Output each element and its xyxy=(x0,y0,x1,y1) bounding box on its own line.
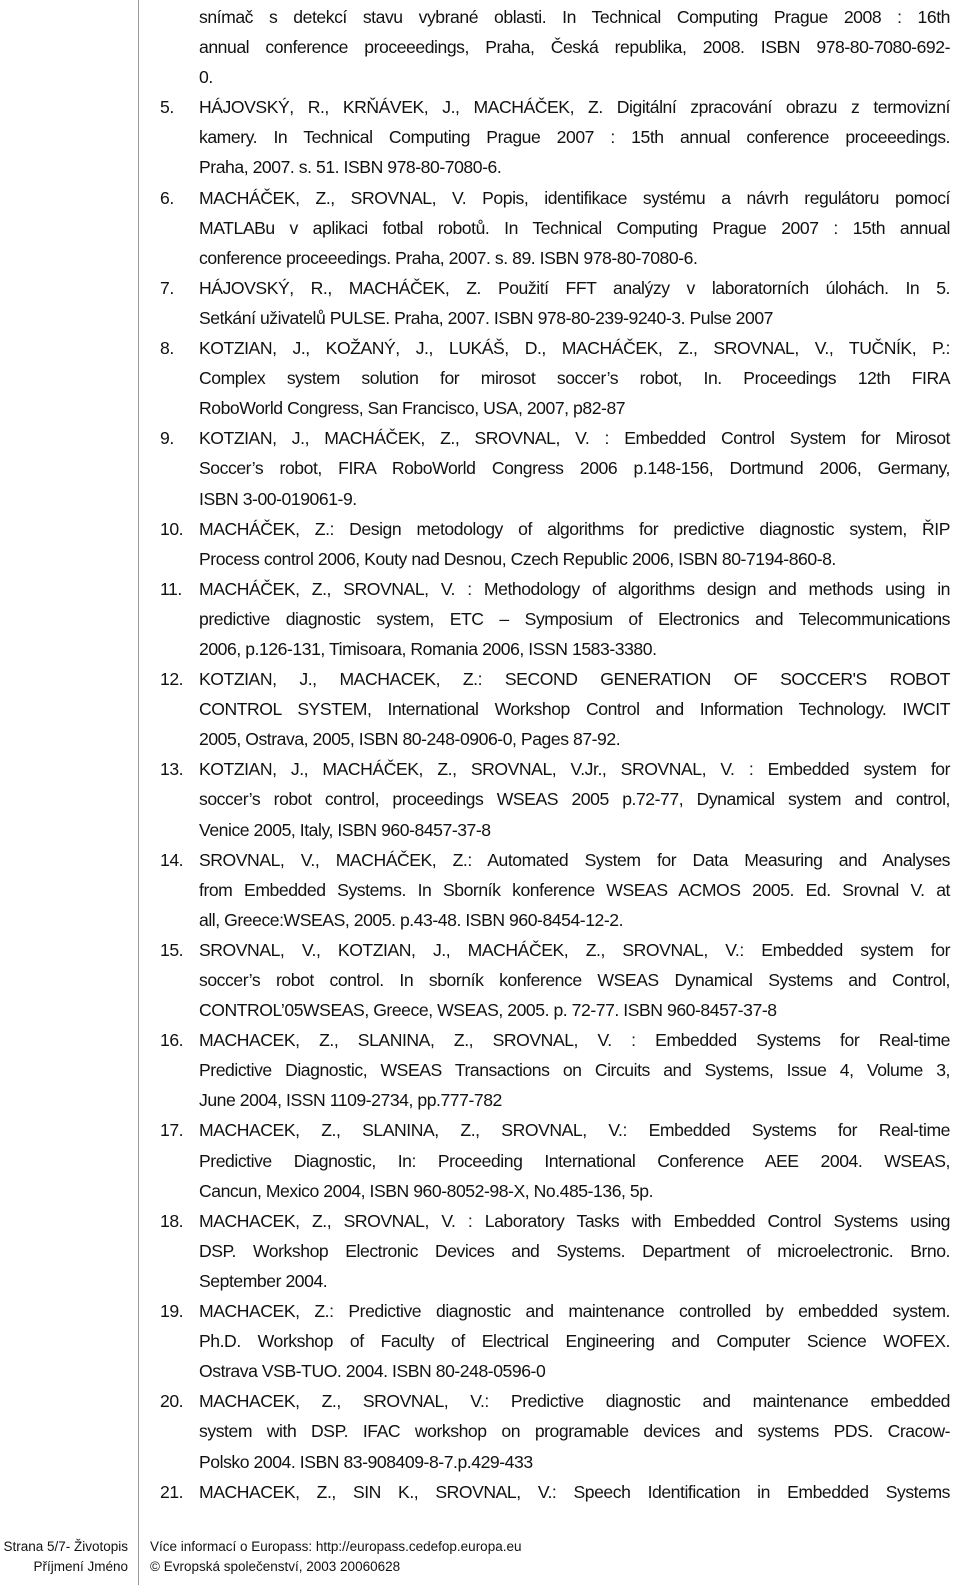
reference-line xyxy=(160,544,950,574)
reference-entry-start xyxy=(160,1296,950,1326)
reference-line xyxy=(160,1236,950,1266)
reference-text: snímač s detekcí stavu vybrané oblasti. In Technical Computing Prague 2008 : 16th xyxy=(199,7,950,27)
reference-text: CONTROL SYSTEM, International Workshop Control and Information Technology. IWCIT xyxy=(199,699,950,720)
footer-name-label: Příjmení Jméno xyxy=(33,1559,128,1574)
reference-number: 17. xyxy=(160,1120,184,1141)
reference-text: MACHACEK, Z., SROVNAL, V. : Laboratory Tasks with Embedded Control Systems using xyxy=(199,1210,950,1231)
reference-line xyxy=(160,724,950,754)
reference-text: RoboWorld Congress, San Francisco, USA, 2007, p82-87 xyxy=(199,398,626,419)
reference-line xyxy=(160,604,950,634)
reference-line xyxy=(160,484,950,514)
reference-text: SROVNAL, V., MACHÁČEK, Z.: Automated System for Data Measuring and Analyses xyxy=(199,849,950,870)
footer-info-line: Více informací o Europass: http://europass.cedefop.europa.eu xyxy=(150,1539,522,1554)
reference-text: ISBN 3-00-019061-9. xyxy=(199,488,357,509)
reference-text: predictive diagnostic system, ETC – Symposium of Electronics and Telecommunications xyxy=(199,608,950,629)
reference-number: 13. xyxy=(160,759,184,780)
reference-text: 0. xyxy=(199,67,213,88)
reference-text: KOTZIAN, J., MACHACEK, Z.: SECOND GENERATION OF SOCCER'S ROBOT xyxy=(199,669,950,690)
reference-text: Complex system solution for mirosot soccer’s robot, In. Proceedings 12th FIRA xyxy=(199,368,950,389)
reference-text: HÁJOVSKÝ, R., MACHÁČEK, Z. Použití FFT analýzy v laboratorních úlohách. In 5. xyxy=(199,277,950,298)
reference-line xyxy=(160,995,950,1025)
reference-entry-start xyxy=(160,845,950,875)
reference-text: June 2004, ISSN 1109-2734, pp.777-782 xyxy=(199,1090,502,1111)
reference-text: MACHACEK, Z., SROVNAL, V.: Predictive diagnostic and maintenance embedded xyxy=(199,1391,950,1412)
reference-entry-start xyxy=(160,183,950,213)
reference-text: Soccer’s robot, FIRA RoboWorld Congress 2006 p.148-156, Dortmund 2006, Germany, xyxy=(199,458,950,479)
reference-line xyxy=(160,1266,950,1296)
reference-text: 2005, Ostrava, 2005, ISBN 80-248-0906-0, Pages 87-92. xyxy=(199,729,621,750)
reference-text: Setkání uživatelů PULSE. Praha, 2007. ISBN 978-80-239-9240-3. Pulse 2007 xyxy=(199,307,773,328)
reference-number: 7. xyxy=(160,277,174,298)
reference-line xyxy=(160,32,950,62)
reference-number: 10. xyxy=(160,518,184,539)
reference-entry-start xyxy=(160,514,950,544)
reference-number: 21. xyxy=(160,1481,184,1502)
reference-text: Venice 2005, Italy, ISBN 960-8457-37-8 xyxy=(199,819,491,840)
reference-text: MACHACEK, Z., SLANINA, Z., SROVNAL, V.: Embedded Systems for Real-time xyxy=(199,1120,950,1141)
reference-text: Process control 2006, Kouty nad Desnou, Czech Republic 2006, ISBN 80-7194-860-8. xyxy=(199,548,836,569)
reference-line xyxy=(160,1356,950,1386)
reference-text: Ostrava VSB-TUO. 2004. ISBN 80-248-0596-0 xyxy=(199,1361,546,1382)
reference-text: Predictive Diagnostic, In: Proceeding International Conference AEE 2004. WSEAS, xyxy=(199,1150,950,1171)
reference-line xyxy=(160,1146,950,1176)
reference-text: DSP. Workshop Electronic Devices and Systems. Department of microelectronic. Brno. xyxy=(199,1240,950,1261)
reference-entry-start xyxy=(160,333,950,363)
reference-entry-start xyxy=(160,754,950,784)
reference-entry-start xyxy=(160,664,950,694)
reference-line xyxy=(160,122,950,152)
reference-text: Ph.D. Workshop of Faculty of Electrical Engineering and Computer Science WOFEX. xyxy=(199,1331,950,1352)
reference-text: all, Greece:WSEAS, 2005. p.43-48. ISBN 960-8454-12-2. xyxy=(199,909,624,930)
bibliography-list xyxy=(160,2,950,1507)
reference-line xyxy=(160,815,950,845)
reference-number: 16. xyxy=(160,1030,184,1051)
reference-text: KOTZIAN, J., MACHÁČEK, Z., SROVNAL, V. : Embedded Control System for Mirosot xyxy=(199,428,950,449)
reference-line xyxy=(160,62,950,92)
reference-text: Cancun, Mexico 2004, ISBN 960-8052-98-X, No.485-136, 5p. xyxy=(199,1180,654,1201)
reference-text: from Embedded Systems. In Sborník konference WSEAS ACMOS 2005. Ed. Srovnal V. at xyxy=(199,879,950,900)
reference-text: annual conference proceeedings, Praha, Česká republika, 2008. ISBN 978-80-7080-692- xyxy=(199,37,950,58)
reference-number: 14. xyxy=(160,849,184,870)
reference-text: conference proceeedings. Praha, 2007. s. 89. ISBN 978-80-7080-6. xyxy=(199,247,698,268)
reference-text: 2006, p.126-131, Timisoara, Romania 2006, ISSN 1583-3380. xyxy=(199,638,657,659)
reference-line xyxy=(160,2,950,32)
reference-text: kamery. In Technical Computing Prague 2007 : 15th annual conference proceeedings. xyxy=(199,127,950,148)
reference-line xyxy=(160,393,950,423)
reference-entry-start xyxy=(160,935,950,965)
reference-text: MACHACEK, Z., SLANINA, Z., SROVNAL, V. : Embedded Systems for Real-time xyxy=(199,1030,950,1051)
reference-text: MACHÁČEK, Z., SROVNAL, V. : Methodology of algorithms design and methods using in xyxy=(199,578,950,599)
reference-line xyxy=(160,1176,950,1206)
reference-text: MATLABu v aplikaci fotbal robotů. In Technical Computing Prague 2007 : 15th annual xyxy=(199,217,950,238)
reference-text: Polsko 2004. ISBN 83-908409-8-7.p.429-433 xyxy=(199,1451,533,1472)
reference-line xyxy=(160,634,950,664)
reference-number: 15. xyxy=(160,939,184,960)
reference-text: KOTZIAN, J., KOŽANÝ, J., LUKÁŠ, D., MACHÁČEK, Z., SROVNAL, V., TUČNÍK, P.: xyxy=(199,338,950,359)
reference-line xyxy=(160,1416,950,1446)
reference-line xyxy=(160,1085,950,1115)
reference-line xyxy=(160,694,950,724)
reference-text: system with DSP. IFAC workshop on programable devices and systems PDS. Cracow- xyxy=(199,1421,950,1442)
reference-number: 8. xyxy=(160,338,174,359)
footer-page-label: Strana 5/7- Životopis xyxy=(3,1539,128,1554)
reference-entry-start xyxy=(160,1025,950,1055)
reference-line xyxy=(160,1326,950,1356)
reference-entry-start xyxy=(160,273,950,303)
reference-text: CONTROL’05WSEAS, Greece, WSEAS, 2005. p. 72-77. ISBN 960-8457-37-8 xyxy=(199,1000,777,1021)
reference-line xyxy=(160,965,950,995)
reference-number: 20. xyxy=(160,1391,184,1412)
reference-number: 19. xyxy=(160,1301,184,1322)
reference-line xyxy=(160,784,950,814)
reference-entry-start xyxy=(160,1206,950,1236)
reference-text: MACHACEK, Z.: Predictive diagnostic and maintenance controlled by embedded system. xyxy=(199,1301,950,1322)
reference-line xyxy=(160,875,950,905)
reference-text: soccer’s robot control. In sborník konference WSEAS Dynamical Systems and Control, xyxy=(199,970,950,990)
reference-line xyxy=(160,243,950,273)
reference-number: 5. xyxy=(160,97,174,118)
reference-line xyxy=(160,1055,950,1085)
reference-number: 11. xyxy=(160,578,182,599)
reference-text: HÁJOVSKÝ, R., KRŇÁVEK, J., MACHÁČEK, Z. Digitální zpracování obrazu z termovizní xyxy=(199,97,950,118)
reference-line xyxy=(160,152,950,182)
reference-number: 9. xyxy=(160,428,174,449)
reference-line xyxy=(160,303,950,333)
reference-text: KOTZIAN, J., MACHÁČEK, Z., SROVNAL, V.Jr., SROVNAL, V. : Embedded system for xyxy=(199,759,950,780)
reference-text: September 2004. xyxy=(199,1270,328,1291)
reference-entry-start xyxy=(160,1115,950,1145)
reference-text: Predictive Diagnostic, WSEAS Transactions on Circuits and Systems, Issue 4, Volume 3, xyxy=(199,1060,950,1081)
reference-number: 12. xyxy=(160,669,184,690)
footer-copyright: © Evropská společenství, 2003 20060628 xyxy=(150,1559,401,1574)
reference-entry-start xyxy=(160,1477,950,1507)
reference-text: MACHÁČEK, Z., SROVNAL, V. Popis, identifikace systému a návrh regulátoru pomocí xyxy=(199,187,950,208)
footer-europass-info xyxy=(150,1537,521,1577)
footer-page-info xyxy=(3,1537,128,1577)
reference-text: SROVNAL, V., KOTZIAN, J., MACHÁČEK, Z., SROVNAL, V.: Embedded system for xyxy=(199,939,950,960)
reference-text: soccer’s robot control, proceedings WSEAS 2005 p.72-77, Dynamical system and control, xyxy=(199,789,950,810)
sidebar-divider xyxy=(138,0,139,1585)
reference-text: MACHACEK, Z., SIN K., SROVNAL, V.: Speech Identification in Embedded Systems xyxy=(199,1481,950,1502)
reference-entry-start xyxy=(160,92,950,122)
reference-entry-start xyxy=(160,574,950,604)
reference-number: 6. xyxy=(160,187,174,208)
reference-number: 18. xyxy=(160,1210,184,1231)
reference-line xyxy=(160,1447,950,1477)
reference-text: Praha, 2007. s. 51. ISBN 978-80-7080-6. xyxy=(199,157,502,178)
reference-line xyxy=(160,905,950,935)
reference-text: MACHÁČEK, Z.: Design metodology of algorithms for predictive diagnostic system, ŘIP xyxy=(199,518,950,539)
reference-entry-start xyxy=(160,1386,950,1416)
reference-line xyxy=(160,213,950,243)
reference-line xyxy=(160,453,950,483)
reference-line xyxy=(160,363,950,393)
reference-entry-start xyxy=(160,423,950,453)
